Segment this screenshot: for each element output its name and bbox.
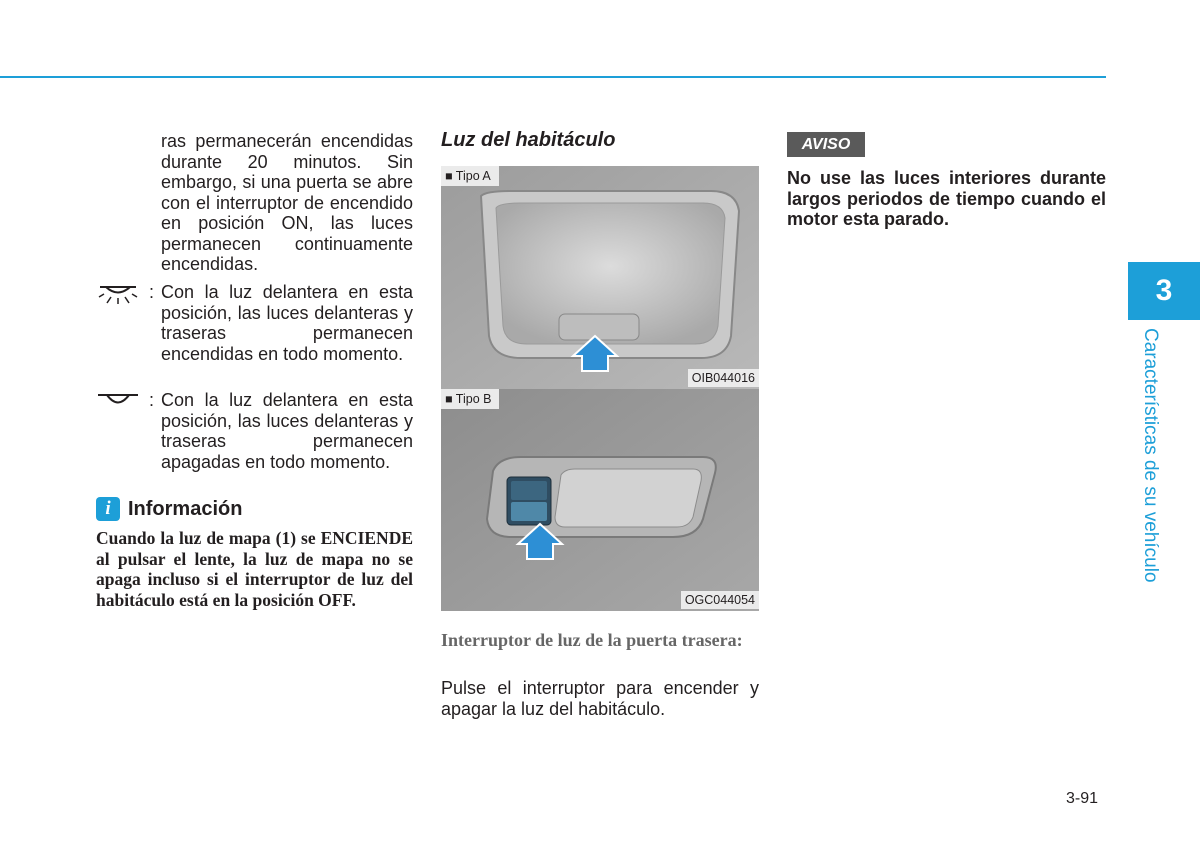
chapter-tab: 3: [1128, 262, 1200, 320]
figure-tag: ■ Tipo A: [441, 166, 499, 186]
item-colon: :: [149, 390, 155, 410]
chapter-title: [1132, 328, 1162, 590]
chapter-title-text: Características de su vehículo: [1140, 328, 1161, 583]
map-lamp-photo: [441, 166, 759, 389]
continued-paragraph: ras permanecerán encendidas durante 20 minutos. Sin embargo, si una puerta se abre con el interruptor de encendido en posición ON, las luces permanecen continuamente encendidas.: [161, 131, 413, 274]
info-heading: [96, 497, 242, 521]
body-paragraph: Pulse el interruptor para encender y apagar la luz del habitáculo.: [441, 678, 759, 719]
header-rule: [0, 76, 1106, 78]
aviso-body: No use las luces interiores durante largos periodos de tiempo cuando el motor esta parado.: [787, 168, 1106, 229]
light-on-item: [96, 282, 413, 364]
info-title: Información: [128, 497, 243, 520]
figure-type-b: [441, 389, 759, 611]
item-colon: :: [149, 282, 155, 302]
light-off-item: [96, 390, 413, 472]
info-body: Cuando la luz de mapa (1) se ENCIENDE al pulsar el lente, la luz de mapa no se apaga incluso si el interruptor de luz del habitáculo está en la posición OFF.: [96, 528, 413, 610]
door-light-on-icon: [96, 282, 140, 304]
figure-code: OGC044054: [681, 591, 759, 609]
figure-tag: ■ Tipo B: [441, 389, 499, 409]
info-icon: i: [96, 497, 120, 521]
section-title: Luz del habitáculo: [441, 129, 616, 151]
aviso-badge: AVISO: [787, 132, 865, 157]
item-text: Con la luz delantera en esta posición, las luces delanteras y traseras permanecen encendidas en todo momento.: [161, 282, 413, 364]
figure-type-a: [441, 166, 759, 389]
page-number: 3-91: [1066, 790, 1099, 807]
figure-code: OIB044016: [688, 369, 759, 387]
item-text: Con la luz delantera en esta posición, las luces delanteras y traseras permanecen apagadas en todo momento.: [161, 390, 413, 472]
door-light-off-icon: [96, 390, 140, 412]
subheading: Interruptor de luz de la puerta trasera:: [441, 630, 743, 650]
door-light-switch-photo: [441, 389, 759, 611]
